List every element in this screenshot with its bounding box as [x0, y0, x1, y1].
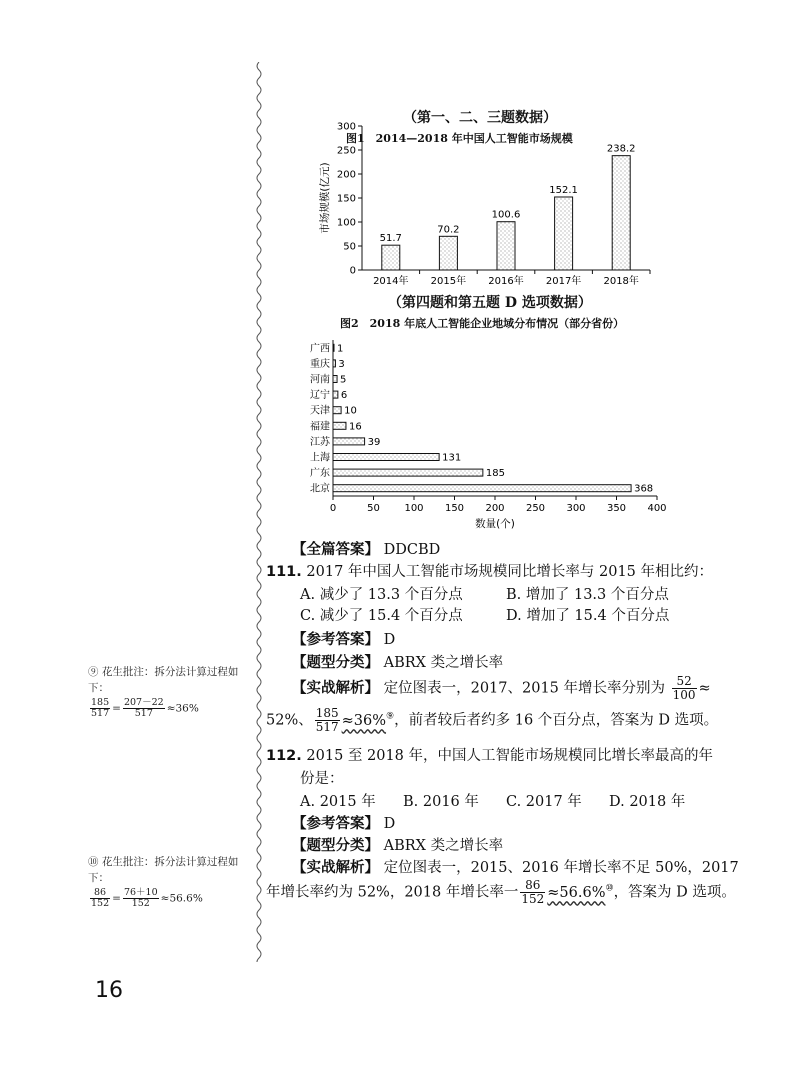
y-axis-label: 市场规模(亿元) [319, 162, 331, 234]
margin-note-9 [88, 664, 248, 719]
analysis-line-2 [266, 707, 718, 734]
category-label: 广西 [310, 343, 330, 355]
value-label: 51.7 [379, 233, 402, 245]
y-tick-label: 300 [336, 121, 356, 133]
x-tick-label: 2016年 [488, 276, 524, 287]
bar [382, 245, 400, 270]
note-calc: $\frac{86}{152}$ = $\frac{76+10}{152}$ ≈56.6% [91, 887, 203, 909]
question-112-stem [266, 744, 713, 765]
option-c: C. 减少了 15.4 个百分点 [300, 608, 463, 624]
reference-answer [292, 812, 395, 833]
category-label: 辽宁 [310, 390, 330, 402]
value-label: 3 [338, 358, 345, 370]
value-label: 5 [340, 374, 347, 386]
analysis-tag: 【实战解析】 [292, 680, 379, 697]
bar [612, 156, 630, 270]
value-label: 16 [348, 421, 362, 433]
option-d: D. 2018 年 [609, 794, 686, 810]
option-b: B. 增加了 13.3 个百分点 [506, 587, 669, 603]
y-tick-label: 100 [336, 217, 356, 229]
ref-answer-tag: 【参考答案】 [292, 816, 379, 832]
x-tick-label: 400 [647, 503, 667, 514]
analysis-line-1 [292, 675, 711, 702]
page-number: 16 [95, 978, 123, 1003]
figure-2-chart [290, 336, 670, 534]
section-header: （第一、二、三题数据） [403, 110, 557, 126]
value-label: 6 [340, 390, 348, 402]
analysis-text: 年增长率约为 52%，2018 年增长率一 [266, 884, 519, 901]
bar [333, 469, 483, 476]
option-b: B. 2016 年 [403, 794, 479, 810]
x-tick-label: 2015年 [430, 276, 467, 287]
ref-answer-value: D [383, 632, 396, 648]
bar [333, 360, 335, 367]
highlighted-calc: $\frac{185}{517}$ ≈36% [315, 706, 387, 734]
market-size-bar-chart [300, 118, 660, 290]
analysis-text: 定位图表一，2017、2015 年增长率分别为 [383, 680, 666, 697]
y-tick-label: 0 [349, 265, 356, 277]
category-label: 福建 [310, 421, 330, 433]
margin-note-10 [88, 854, 248, 909]
category-label: 江苏 [310, 436, 330, 448]
highlighted-calc: $\frac{86}{152}$ ≈56.6% [521, 878, 606, 906]
value-label: 39 [367, 436, 381, 448]
y-tick-label: 150 [336, 193, 356, 205]
type-tag: 【题型分类】 [292, 838, 379, 854]
enterprise-distribution-bar-chart [290, 336, 670, 530]
analysis-text: ，答案为 D 选项。 [613, 884, 736, 901]
reference-answer [292, 628, 395, 649]
type-value: ABRX 类之增长率 [383, 838, 504, 854]
x-tick-label: 200 [485, 503, 505, 514]
option-d: D. 增加了 15.4 个百分点 [506, 608, 670, 624]
x-tick-label: 300 [566, 503, 586, 514]
value-label: 131 [442, 452, 462, 464]
ref-answer-value: D [383, 816, 396, 832]
x-axis-label: 数量(个) [475, 518, 515, 530]
category-label: 广东 [310, 468, 330, 480]
x-tick-label: 250 [525, 503, 546, 514]
category-label: 河南 [310, 374, 330, 386]
figure-1-title: 图1 2014—2018 年中国人工智能市场规模 [346, 132, 573, 145]
note-mark: ⑨ [386, 711, 395, 722]
option-a: A. 减少了 13.3 个百分点 [300, 587, 463, 603]
bar [497, 222, 515, 270]
category-label: 重庆 [310, 358, 330, 370]
bar [333, 407, 341, 414]
value-label: 1 [337, 343, 344, 355]
x-tick-label: 2018年 [603, 276, 639, 287]
category-label: 天津 [310, 405, 330, 417]
analysis-text: 52%、 [266, 712, 313, 729]
ref-answer-tag: 【参考答案】 [292, 632, 379, 648]
note-calc: $\frac{185}{517}$ = $\frac{207-22}{517}$ ≈36% [91, 697, 199, 719]
question-type [292, 834, 503, 855]
question-111-stem [266, 560, 713, 581]
value-label: 238.2 [606, 143, 636, 155]
note-title: ⑩ 花生批注：拆分法计算过程如下： [88, 856, 239, 884]
bar [333, 485, 631, 492]
question-type [292, 651, 503, 672]
y-tick-label: 250 [336, 145, 356, 157]
question-text-cont: 份是： [300, 771, 344, 787]
question-text: 2017 年中国人工智能市场规模同比增长率与 2015 年相比约： [306, 564, 714, 580]
bar [333, 376, 337, 383]
bar [333, 438, 365, 445]
question-text: 2015 至 2018 年，中国人工智能市场规模同比增长率最高的年 [306, 748, 714, 764]
overall-answer-tag: 【全篇答案】 [292, 542, 379, 558]
value-label: 185 [485, 468, 505, 480]
x-tick-label: 50 [367, 503, 380, 514]
bar [333, 422, 346, 429]
margin-divider [254, 62, 264, 962]
note-title: ⑨ 花生批注：拆分法计算过程如下： [88, 666, 239, 694]
option-a: A. 2015 年 [300, 794, 376, 810]
value-label: 10 [344, 405, 357, 417]
overall-answer-value: DDCBD [383, 542, 441, 558]
overall-answer [292, 538, 440, 559]
question-number: 111. [266, 564, 302, 580]
x-tick-label: 100 [404, 503, 424, 514]
analysis-text: ，前者较后者约多 16 个百分点，答案为 D 选项。 [394, 712, 719, 729]
approx-sign: ≈ [698, 680, 711, 697]
bar [439, 236, 457, 270]
note-mark: ⑩ [605, 883, 614, 894]
x-tick-label: 350 [606, 503, 627, 514]
bar [333, 391, 338, 398]
figure-2-title: 图2 2018 年底人工智能企业地域分布情况（部分省份） [340, 317, 625, 330]
category-label: 北京 [310, 483, 330, 495]
analysis-line-1 [292, 856, 739, 877]
analysis-line-2 [266, 879, 736, 906]
bar [333, 454, 439, 461]
x-tick-label: 0 [329, 503, 337, 514]
figure-1-chart [300, 118, 660, 294]
section-header-2: （第四题和第五题 D 选项数据） [388, 295, 592, 311]
y-tick-label: 200 [336, 169, 356, 181]
x-tick-label: 2017年 [545, 276, 582, 287]
x-tick-label: 2014年 [373, 276, 409, 287]
y-tick-label: 50 [343, 241, 356, 253]
category-label: 上海 [310, 452, 330, 464]
type-value: ABRX 类之增长率 [383, 655, 504, 671]
value-label: 100.6 [491, 209, 521, 221]
analysis-text: 定位图表一，2015、2016 年增长率不足 50%，2017 [383, 860, 739, 876]
option-c: C. 2017 年 [506, 794, 582, 810]
bar [555, 197, 573, 270]
x-tick-label: 150 [444, 503, 465, 514]
value-label: 70.2 [437, 224, 460, 236]
bar [333, 344, 334, 351]
analysis-tag: 【实战解析】 [292, 860, 379, 876]
fraction: $\frac{52}{100}$ [672, 674, 696, 702]
value-label: 152.1 [549, 184, 578, 196]
type-tag: 【题型分类】 [292, 655, 379, 671]
question-number: 112. [266, 748, 302, 764]
value-label: 368 [634, 483, 654, 495]
